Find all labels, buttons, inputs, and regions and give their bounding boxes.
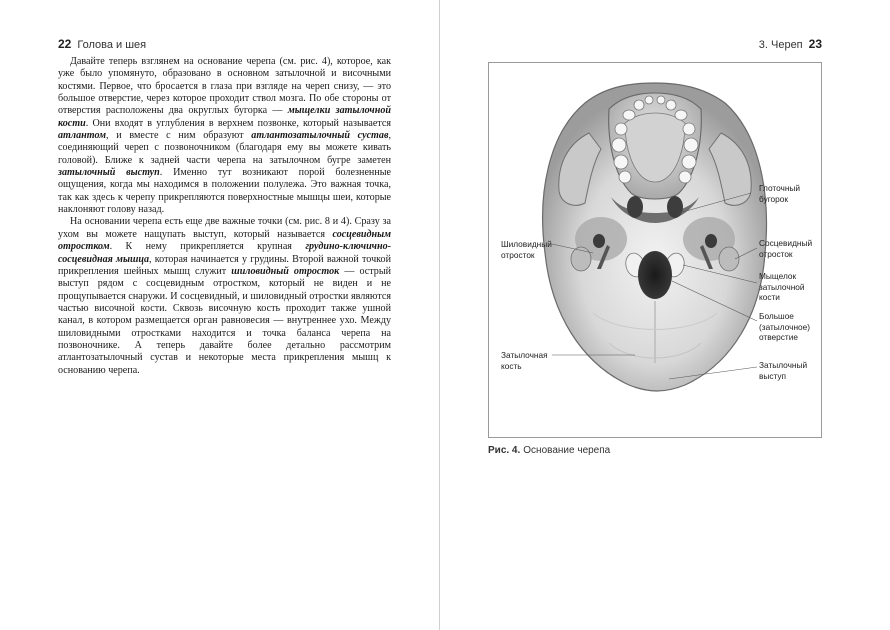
label-foramen-magnum: Большое (затылочное) отверстие [759, 311, 811, 342]
foramen-magnum [638, 251, 672, 299]
text-run: , и вместе с ним образуют [106, 130, 252, 142]
right-page-header [759, 37, 822, 51]
figure-caption-label: Рис. 4. [488, 445, 521, 456]
skull-figure [488, 62, 822, 438]
right-page [440, 0, 890, 630]
left-page-number: 22 [58, 37, 72, 51]
label-mastoid-process: Сосцевидный отросток [759, 238, 813, 259]
emphasized-term: атлантом [58, 130, 107, 142]
emphasized-term: атлантозатылочный сустав [251, 130, 389, 142]
label-occipital-condyle: Мыщелок затылочной кости [759, 271, 805, 302]
label-occipital-bone: Затылочная кость [501, 350, 548, 371]
text-run: На основании черепа есть еще две важные точки (см. рис. 8 и 4). Сразу за ухом вы можете нащупать выступ, который называется [58, 216, 391, 240]
right-page-number: 23 [808, 37, 822, 51]
left-page [0, 0, 439, 630]
body-paragraph [58, 216, 391, 376]
label-occipital-protuberance: Затылочный выступ [759, 360, 808, 381]
label-styloid-process: Шиловидный отросток [501, 239, 552, 260]
body-text [58, 56, 391, 377]
emphasized-term: затылочный выступ [58, 167, 160, 179]
emphasized-term: грудино-ключично-сосцевидная мышца [58, 241, 391, 265]
figure-caption-text: Основание черепа [523, 445, 611, 456]
text-run: , соединяющий череп с позвоночником (благодаря ему вы можете кивать головой). Ближе к задней части черепа на затылочном бугре заметен [58, 130, 391, 166]
label-pharyngeal-tubercle: Глоточный бугорок [759, 183, 801, 204]
text-run: — острый выступ рядом с сосцевидным отростком, который не виден и не прощупывается снаружи. И сосцевидный, и шиловидный отростки являются частью височной кости. Сквозь височную кость проходит также ушной канал, в котором размещается орган равновесия — внутреннее ухо. Между шиловидными отростками находится и точка баланса черепа на позвоночнике. А теперь давайте более детально рассмотрим атлантозатылочный сустав и некоторые места прикрепления мышц к основанию черепа. [58, 265, 392, 376]
right-mastoid [719, 247, 739, 271]
body-paragraph [58, 56, 391, 216]
right-running-head: 3. Череп [758, 39, 803, 51]
figure-caption [488, 445, 610, 456]
emphasized-term: сосцевидным отростком [58, 228, 391, 253]
right-nasal-recess [667, 196, 683, 218]
emphasized-term: шиловидный отросток [231, 265, 340, 277]
text-run: . К нему прикрепляется крупная [109, 241, 306, 253]
text-run: Давайте теперь взглянем на основание черепа (см. рис. 4), которое, как уже было упомянуто, образовано в основном затылочной и височными костями. Первое, что бросается в глаза при взгляде на череп снизу, — это большое отверстие, через которое проходит ствол мозга. По обе стороны от отверстия расположены два округлых бугорка — [58, 56, 391, 117]
left-page-header [58, 37, 146, 51]
text-run: , которая начинается у грудины. Второй важной точкой прикрепления шейных мышц служит [58, 253, 392, 277]
left-running-head: Голова и шея [77, 39, 147, 51]
left-nasal-recess [627, 196, 643, 218]
text-run: . Именно тут возникают порой болезненные ощущения, когда мы находимся в положении полулежа. Это важная точка, так как здесь к черепу прикрепляются поверхностные мышцы шеи, которые наклоняют голову назад. [58, 167, 391, 216]
emphasized-term: мыщелки затылочной кости [58, 105, 391, 129]
text-run: . Они входят в углубления в верхнем позвонке, который называется [85, 117, 391, 129]
